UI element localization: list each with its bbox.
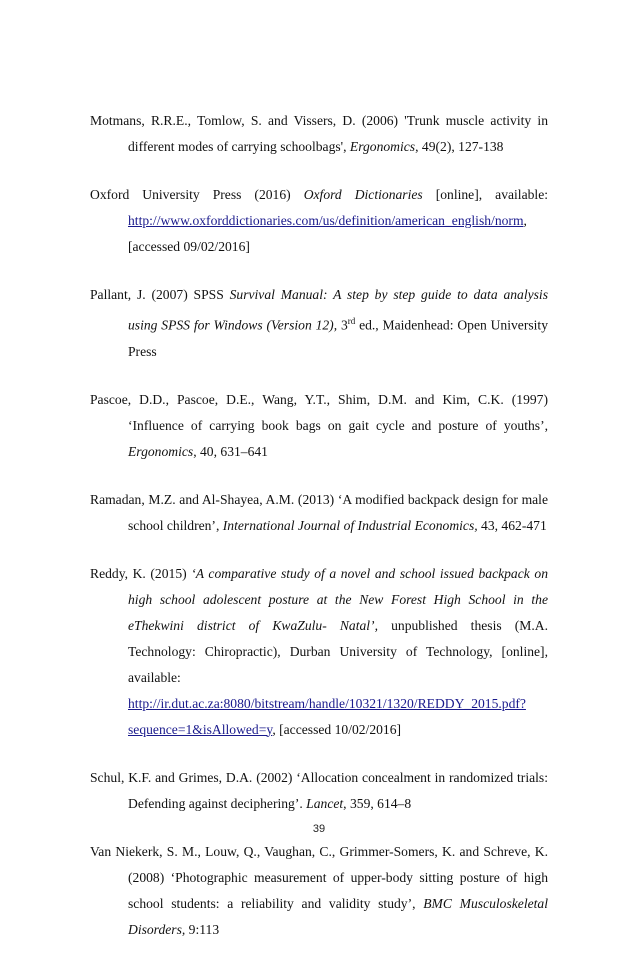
reference-text: Pallant, J. (2007) SPSS — [90, 287, 230, 302]
reference-vanniekerk — [90, 839, 548, 943]
reference-text: Van Niekerk, S. M., Louw, Q., Vaughan, C., Grimmer-Somers, K. and Schreve, K. (2008) ‘Photographic measurement of upper-body sitting posture of high school students: a reliability and validity study’, — [90, 843, 548, 911]
reference-text: Oxford University Press (2016) — [90, 187, 304, 202]
reference-text: Pascoe, D.D., Pascoe, D.E., Wang, Y.T., Shim, D.M. and Kim, C.K. (1997) ‘Influence of carrying book bags on gait cycle and posture of youths’, — [90, 391, 548, 433]
reference-italic-text: Ergonomics — [128, 443, 194, 459]
reference-text: Motmans, R.R.E., Tomlow, S. and Vissers, D. (2006) 'Trunk muscle activity in different modes of carrying schoolbags', — [90, 113, 548, 154]
reference-text: Reddy, K. (2015) — [90, 565, 192, 581]
reference-text: 9:113 — [185, 921, 220, 937]
reference-text: 43, 462-471 — [477, 517, 547, 533]
reference-italic-text: ‘A comparative study of a novel and school issued backpack on high school adolescent posture at the New Forest High School in the eThekwini district of KwaZulu- Natal’, — [128, 565, 548, 633]
ordinal-suffix: rd — [347, 316, 356, 326]
reference-text: 3 — [337, 317, 348, 333]
reference-url-link[interactable]: http://www.oxforddictionaries.com/us/definition/american_english/norm — [128, 213, 524, 228]
reference-text: unpublished thesis (M.A. Technology: Chiropractic), Durban University of Technology, [online], available: — [128, 617, 548, 685]
reference-italic-text: Lancet — [306, 795, 344, 811]
reference-list — [90, 108, 548, 965]
reference-text: , 359, 614–8 — [343, 795, 412, 811]
reference-motmans — [90, 108, 548, 160]
reference-text: , [accessed 10/02/2016] — [272, 721, 402, 737]
reference-oxford — [90, 182, 548, 260]
reference-pascoe — [90, 387, 548, 465]
reference-italic-text: Ergonomics — [349, 139, 416, 154]
reference-pallant — [90, 282, 548, 365]
reference-reddy — [90, 561, 548, 743]
reference-text: , [accessed 09/02/2016] — [128, 213, 527, 254]
reference-text: , 49(2), 127-138 — [415, 139, 504, 154]
reference-text: [online], available: — [422, 187, 548, 202]
reference-italic-text: Survival Manual: A step by step guide to data analysis using SPSS for Windows (Version 12), — [128, 287, 548, 333]
reference-schul — [90, 765, 548, 817]
reference-italic-text: BMC Musculoskeletal Disorders, — [128, 895, 548, 937]
reference-text: , 40, 631–641 — [193, 443, 268, 459]
reference-italic-text: International Journal of Industrial Economics, — [222, 517, 478, 533]
reference-url-link[interactable]: http://ir.dut.ac.za:8080/bitstream/handle/10321/1320/REDDY_2015.pdf?sequence=1&isAllowed=y — [128, 695, 526, 737]
reference-text: Ramadan, M.Z. and Al-Shayea, A.M. (2013) ‘A modified backpack design for male school children’, — [90, 491, 548, 533]
reference-ramadan — [90, 487, 548, 539]
reference-italic-text: Oxford Dictionaries — [303, 187, 423, 202]
page-number: 39 — [312, 823, 326, 835]
reference-text: Schul, K.F. and Grimes, D.A. (2002) ‘Allocation concealment in randomized trials: Defending against deciphering’. — [90, 769, 548, 811]
reference-text: ed., Maidenhead: Open University Press — [128, 317, 548, 359]
